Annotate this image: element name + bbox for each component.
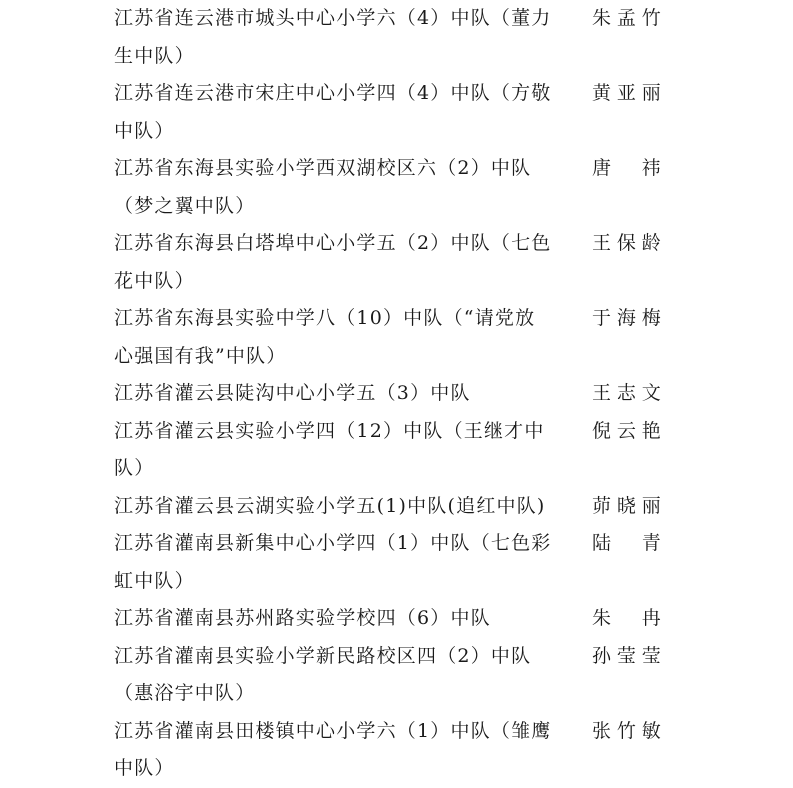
person-name: 黄亚丽 [592,82,662,104]
organization-name: 江苏省灌云县实验小学四（12）中队（王继才中队） [114,419,545,479]
list-item [114,375,674,413]
organization-name: 江苏省东海县实验中学八（10）中队（“请党放心强国有我”中队） [114,307,536,367]
person-name: 孙莹莹 [592,644,662,667]
list-item [114,600,674,638]
person-name: 王保龄 [592,232,662,254]
organization-name: 江苏省连云港市城头中心小学六（4）中队（董力生中队） [114,7,552,67]
list-item [114,75,674,150]
organization-name: 江苏省灌南县新集中心小学四（1）中队（七色彩虹中队） [114,532,552,592]
organization-name: 江苏省灌云县云湖实验小学五(1)中队(追红中队) [114,494,546,517]
award-list [114,0,674,788]
list-item [114,525,674,600]
organization-name: 江苏省灌南县苏州路实验学校四（6）中队 [114,607,491,629]
organization-name: 江苏省灌南县实验小学新民路校区四（2）中队（惠浴宇中队） [114,644,532,704]
list-item [114,638,674,713]
list-item [114,713,674,788]
organization-name: 江苏省灌南县田楼镇中心小学六（1）中队（雏鹰中队） [114,719,552,779]
person-name: 张竹敏 [592,719,662,742]
list-item [114,150,674,225]
organization-name: 江苏省东海县白塔埠中心小学五（2）中队（七色花中队） [114,232,552,292]
person-name: 茆晓丽 [592,494,662,517]
list-item [114,413,674,488]
person-name: 陆 青 [592,532,662,554]
organization-name: 江苏省连云港市宋庄中心小学四（4）中队（方敬中队） [114,82,552,142]
person-name: 朱孟竹 [592,7,662,29]
list-item [114,0,674,75]
person-name: 于海梅 [592,307,662,329]
person-name: 朱 冉 [592,607,662,629]
list-item [114,225,674,300]
person-name: 唐 祎 [592,157,662,179]
organization-name: 江苏省东海县实验小学西双湖校区六（2）中队（梦之翼中队） [114,157,532,217]
list-item [114,488,674,526]
person-name: 倪云艳 [592,419,662,442]
person-name: 王志文 [592,382,662,404]
organization-name: 江苏省灌云县陡沟中心小学五（3）中队 [114,382,471,404]
list-item [114,300,674,375]
